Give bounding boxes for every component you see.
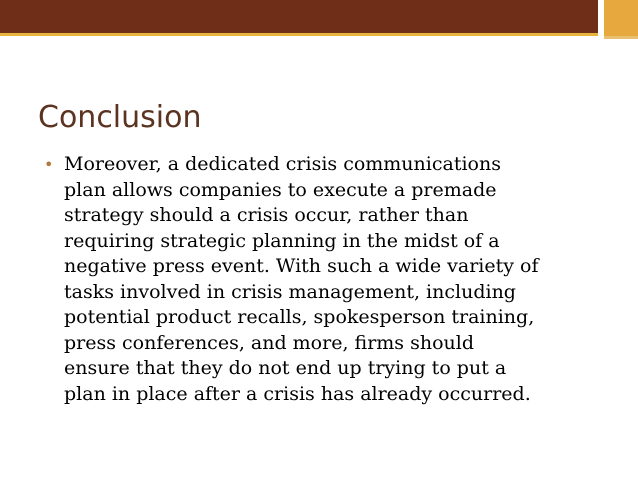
bullet-item <box>44 152 604 407</box>
header-corner-block <box>604 0 638 36</box>
header-banner-accent-strip <box>0 33 598 36</box>
header-banner <box>0 0 598 33</box>
header-corner-accent-strip <box>604 36 638 39</box>
bullet-list <box>44 152 604 407</box>
bullet-text: Moreover, a dedicated crisis communications plan allows companies to execute a premade strategy should a crisis occur, rather than requiring strategic planning in the midst of a negative press event. With such a wide variety of tasks involved in crisis management, including potential product recalls, spokesperson training, press conferences, and more, firms should ensure that they do not end up trying to put a plan in place after a crisis has already occurred. <box>64 153 539 405</box>
slide-title: Conclusion <box>38 100 202 135</box>
bullet-marker: • <box>44 155 54 174</box>
